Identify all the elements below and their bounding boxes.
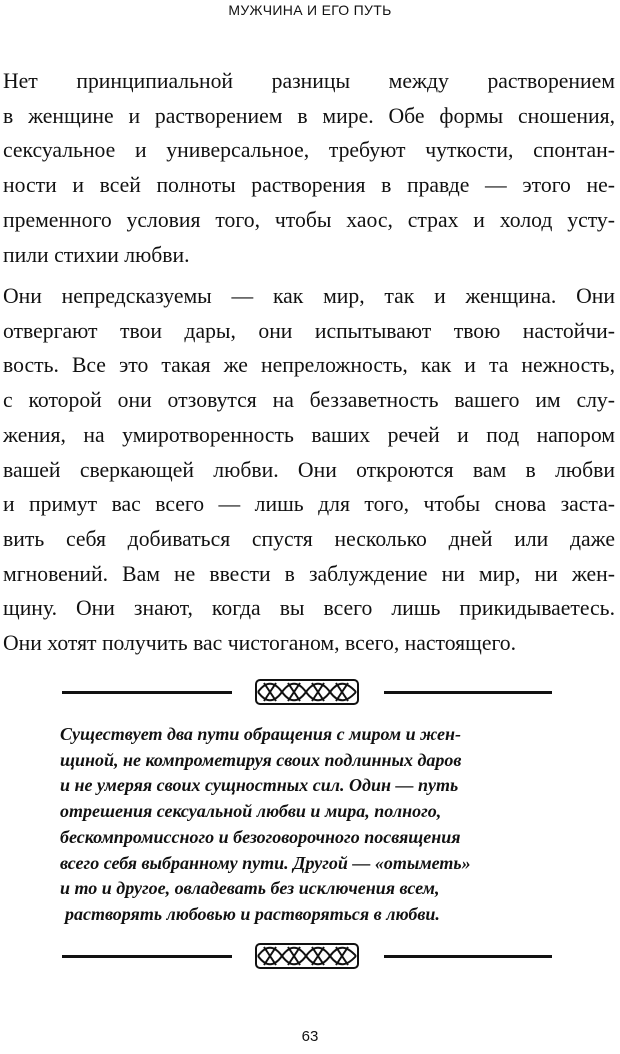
callout-line: отрешения сексуальной любви и мира, полного, (60, 801, 442, 822)
text-line: Они непредсказуемы — как мир, так и женщина. Они (3, 284, 615, 308)
text-line: вить себя добиваться спустя несколько дней или даже (3, 526, 615, 551)
callout-line: Существует два пути обращения с миром и жен- (60, 724, 461, 744)
callout-line: и то и другое, овладевать без исключения всем, (60, 878, 440, 899)
text-line: Они хотят получить вас чистоганом, всего, настоящего. (3, 631, 517, 656)
text-line: пили стихии любви. (3, 242, 190, 267)
divider-rule-right (384, 691, 552, 694)
text-line: жения, на умиротворенность ваших речей и под напором (3, 422, 615, 447)
ornament-divider-top (62, 677, 552, 707)
callout-line: растворять любовью и растворяться в любви. (65, 903, 440, 924)
paragraph-2 (3, 279, 615, 661)
divider-rule-right (384, 955, 552, 958)
celtic-knot-icon (254, 941, 360, 971)
ornament-divider-bottom (62, 941, 552, 971)
text-line: вашей сверкающей любви. Они откроются вам в любви (3, 457, 615, 482)
text-line: сексуальное и универсальное, требуют чуткости, спонтан- (3, 138, 615, 163)
running-header: МУЖЧИНА И ЕГО ПУТЬ (228, 2, 392, 18)
page-number: 63 (301, 1028, 319, 1045)
text-line: с которой они отзовутся на беззаветность вашего им слу- (3, 388, 615, 413)
divider-rule-left (62, 955, 232, 958)
callout-line: и не умеряя своих сущностных сил. Один — путь (60, 775, 459, 796)
text-line: пременного условия того, чтобы хаос, страх и холод усту- (3, 207, 615, 232)
text-line: и примут вас всего — лишь для того, чтобы снова заста- (3, 492, 615, 517)
text-line: мгновений. Вам не ввести в заблуждение ни мир, ни жен- (3, 561, 615, 586)
callout-line: щиной, не компрометируя своих подлинных даров (60, 749, 462, 770)
text-line: в женщине и растворением в мире. Обе формы сношения, (3, 103, 615, 128)
paragraph-1 (3, 64, 615, 272)
callout-line: бескомпромиссного и безоговорочного посвящения (60, 826, 461, 847)
divider-rule-left (62, 691, 232, 694)
text-line: щину. Они знают, когда вы всего лишь прикидываетесь. (3, 596, 615, 621)
text-line: ности и всей полноты растворения в правде — этого не- (3, 173, 615, 198)
text-line: Нет принципиальной разницы между растворением (3, 69, 615, 93)
callout-line: всего себя выбранному пути. Другой — «отыметь» (60, 852, 471, 873)
text-line: вость. Все это такая же непреложность, как и та нежность, (3, 353, 615, 378)
callout-text (60, 722, 560, 928)
celtic-knot-icon (254, 677, 360, 707)
text-line: отвергают твои дары, они испытывают твою настойчи- (3, 318, 615, 343)
